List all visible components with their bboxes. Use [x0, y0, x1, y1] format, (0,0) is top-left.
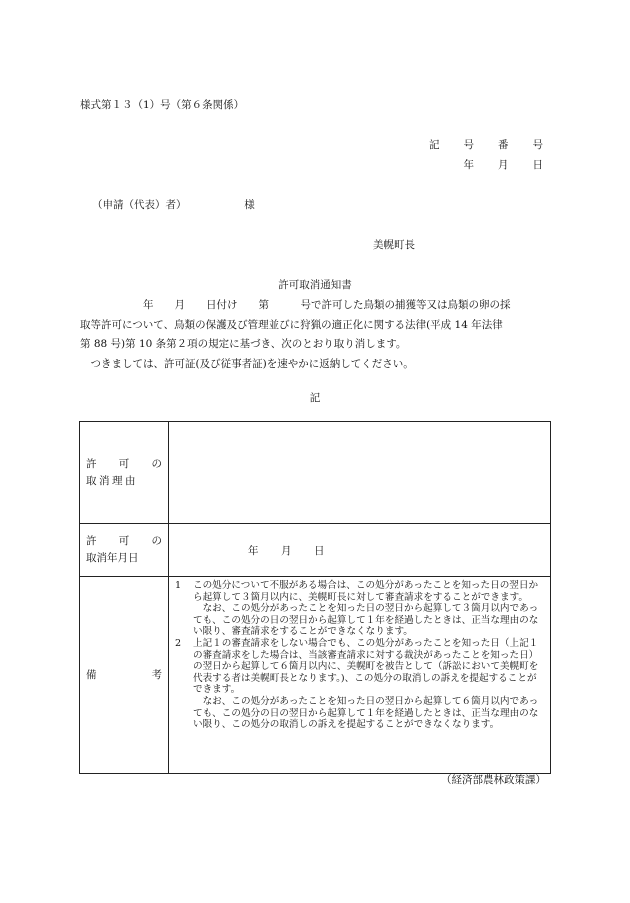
- issuer-name: 美幌町長: [373, 239, 415, 251]
- label-char: 許: [86, 535, 97, 547]
- document-number-line: 記 号 番 号: [429, 139, 544, 151]
- item-text: 上記１の審査請求をしない場合でも、この処分があったことを知った日（上記１の審査請求をした場合は、当該審査請求に対する裁決があったことを知った日）の翌日から起算して６箇月以内に、美幌町を被告として（訴訟において美幌町を代表する者は美幌町長となります。)、この処分の取消しの訴えを提起することができます。: [193, 637, 539, 696]
- label-line: 取消年月日: [86, 552, 139, 564]
- body-line-1: 年 月 日付け 第 号で許可した鳥類の捕獲等又は鳥類の卵の採: [80, 299, 511, 311]
- body-line-4: つきましては、許可証(及び従事者証)を速やかに返納してください。: [80, 357, 414, 370]
- label-char: の: [151, 457, 162, 470]
- date-label: [80, 524, 169, 577]
- issue-date-line: 年 月 日: [463, 159, 544, 171]
- item-text: この処分について不服がある場合は、この処分があったことを知った日の翌日から起算して３箇月以内に、美幌町長に対して審査請求をすることができます。: [193, 580, 539, 603]
- table-row-date: [80, 524, 551, 577]
- department-footer: （経済部農林政策課）: [441, 774, 546, 786]
- reason-label: [80, 422, 169, 524]
- label-char: の: [151, 535, 162, 547]
- reason-value: [169, 422, 551, 524]
- remarks-item-1: [175, 580, 544, 603]
- label-char: 備: [86, 668, 97, 681]
- label-char: 可: [118, 457, 130, 470]
- item-note: なお、この処分があったことを知った日の翌日から起算して６箇月以内であっても、この処分の日の翌日から起算して１年を経過したときは、正当な理由のない限り、この処分の取消しの訴えを提起することができなくなります。: [193, 695, 539, 731]
- item-note: なお、この処分があったことを知った日の翌日から起算して３箇月以内であっても、この処分の日の翌日から起算して１年を経過したときは、正当な理由のない限り、審査請求をすることができなくなります。: [193, 603, 539, 638]
- body-line-2: 取等許可について、鳥類の保護及び管理並びに狩猟の適正化に関する法律(平成 14 年法律: [80, 318, 503, 331]
- label-line: 取消理由: [86, 474, 138, 487]
- recipient-line: （申請（代表）者） 様: [92, 199, 255, 211]
- item-number: 1: [175, 580, 182, 591]
- label-char: 考: [151, 668, 162, 681]
- remarks-item-2: [175, 638, 544, 696]
- remarks-label: [80, 577, 169, 774]
- item-number: 2: [175, 637, 182, 649]
- remarks-value: [169, 577, 551, 774]
- label-char: 許: [86, 457, 97, 470]
- label-char: 可: [118, 535, 130, 547]
- body-text: [80, 296, 560, 374]
- date-value: [169, 524, 551, 577]
- table-row-reason: [80, 422, 551, 524]
- document-title: 許可取消通知書: [278, 279, 352, 291]
- body-line-3: 第 88 号)第 10 条第２項の規定に基づき、次のとおり取り消します。: [80, 338, 407, 350]
- ki-heading: 記: [309, 392, 321, 404]
- revocation-date: 年 月 日: [248, 544, 325, 557]
- details-table: [79, 421, 551, 774]
- table-row-remarks: [80, 577, 551, 774]
- form-number: 様式第１３（1）号（第６条関係）: [80, 99, 245, 111]
